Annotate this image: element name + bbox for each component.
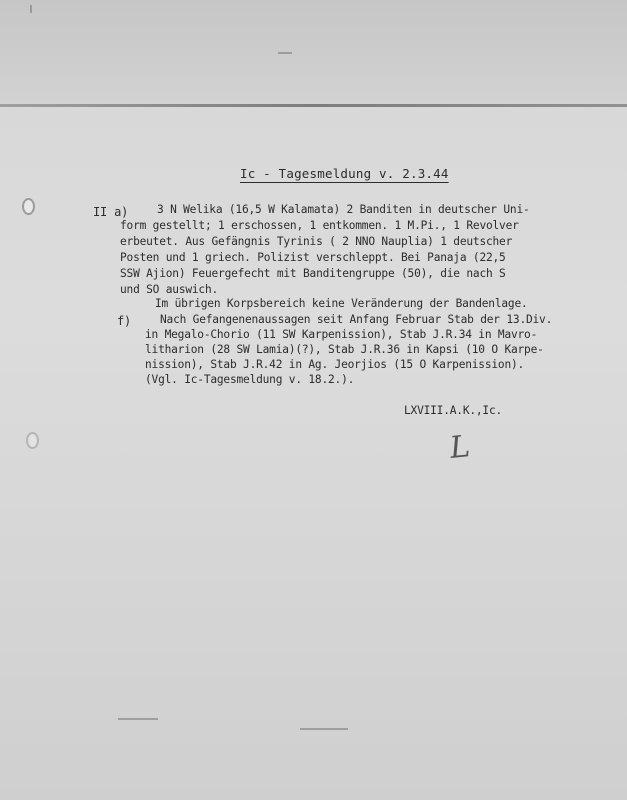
sender-line: LXVIII.A.K.,Ic.: [404, 404, 503, 417]
section-a-marker: II a): [93, 205, 129, 219]
punch-hole-bottom: [26, 432, 39, 449]
section-f-line-5: (Vgl. Ic-Tagesmeldung v. 18.2.).: [145, 373, 355, 386]
section-f-line-3: litharion (28 SW Lamia)(?), Stab J.R.36 in Kapsi (10 O Karpe-: [145, 343, 544, 356]
speck-mark: [278, 52, 292, 54]
section-f-line-4: nission), Stab J.R.42 in Ag. Jeorjios (15 O Karpenission).: [145, 358, 525, 371]
section-f-marker: f): [117, 314, 132, 328]
speck-mark: [30, 5, 32, 13]
section-f-line-2: in Megalo-Chorio (11 SW Karpenission), Stab J.R.34 in Mavro-: [145, 328, 538, 341]
section-a-line-2: form gestellt; 1 erschossen, 1 entkommen. 1 M.Pi., 1 Revolver: [120, 219, 519, 232]
speck-mark: [300, 728, 348, 730]
section-a-line-5: SSW Ajion) Feuergefecht mit Banditengruppe (50), die nach S: [120, 267, 506, 280]
section-a-line-7: Im übrigen Korpsbereich keine Veränderung der Bandenlage.: [155, 297, 528, 310]
section-a-line-1: 3 N Welika (16,5 W Kalamata) 2 Banditen in deutscher Uni-: [157, 203, 530, 216]
section-a-line-6: und SO auswich.: [120, 283, 219, 296]
punch-hole-top: [22, 198, 35, 215]
speck-mark: [118, 718, 158, 720]
section-a-line-4: Posten und 1 griech. Polizist verschleppt. Bei Panaja (22,5: [120, 251, 506, 264]
document-title: Ic - Tagesmeldung v. 2.3.44: [240, 166, 449, 181]
handwritten-signature: L: [448, 429, 472, 466]
fold-line: [0, 104, 627, 107]
section-f-line-1: Nach Gefangenenaussagen seit Anfang Februar Stab der 13.Div.: [160, 313, 553, 326]
top-margin-strip: [0, 0, 627, 104]
section-a-line-3: erbeutet. Aus Gefängnis Tyrinis ( 2 NNO Nauplia) 1 deutscher: [120, 235, 513, 248]
